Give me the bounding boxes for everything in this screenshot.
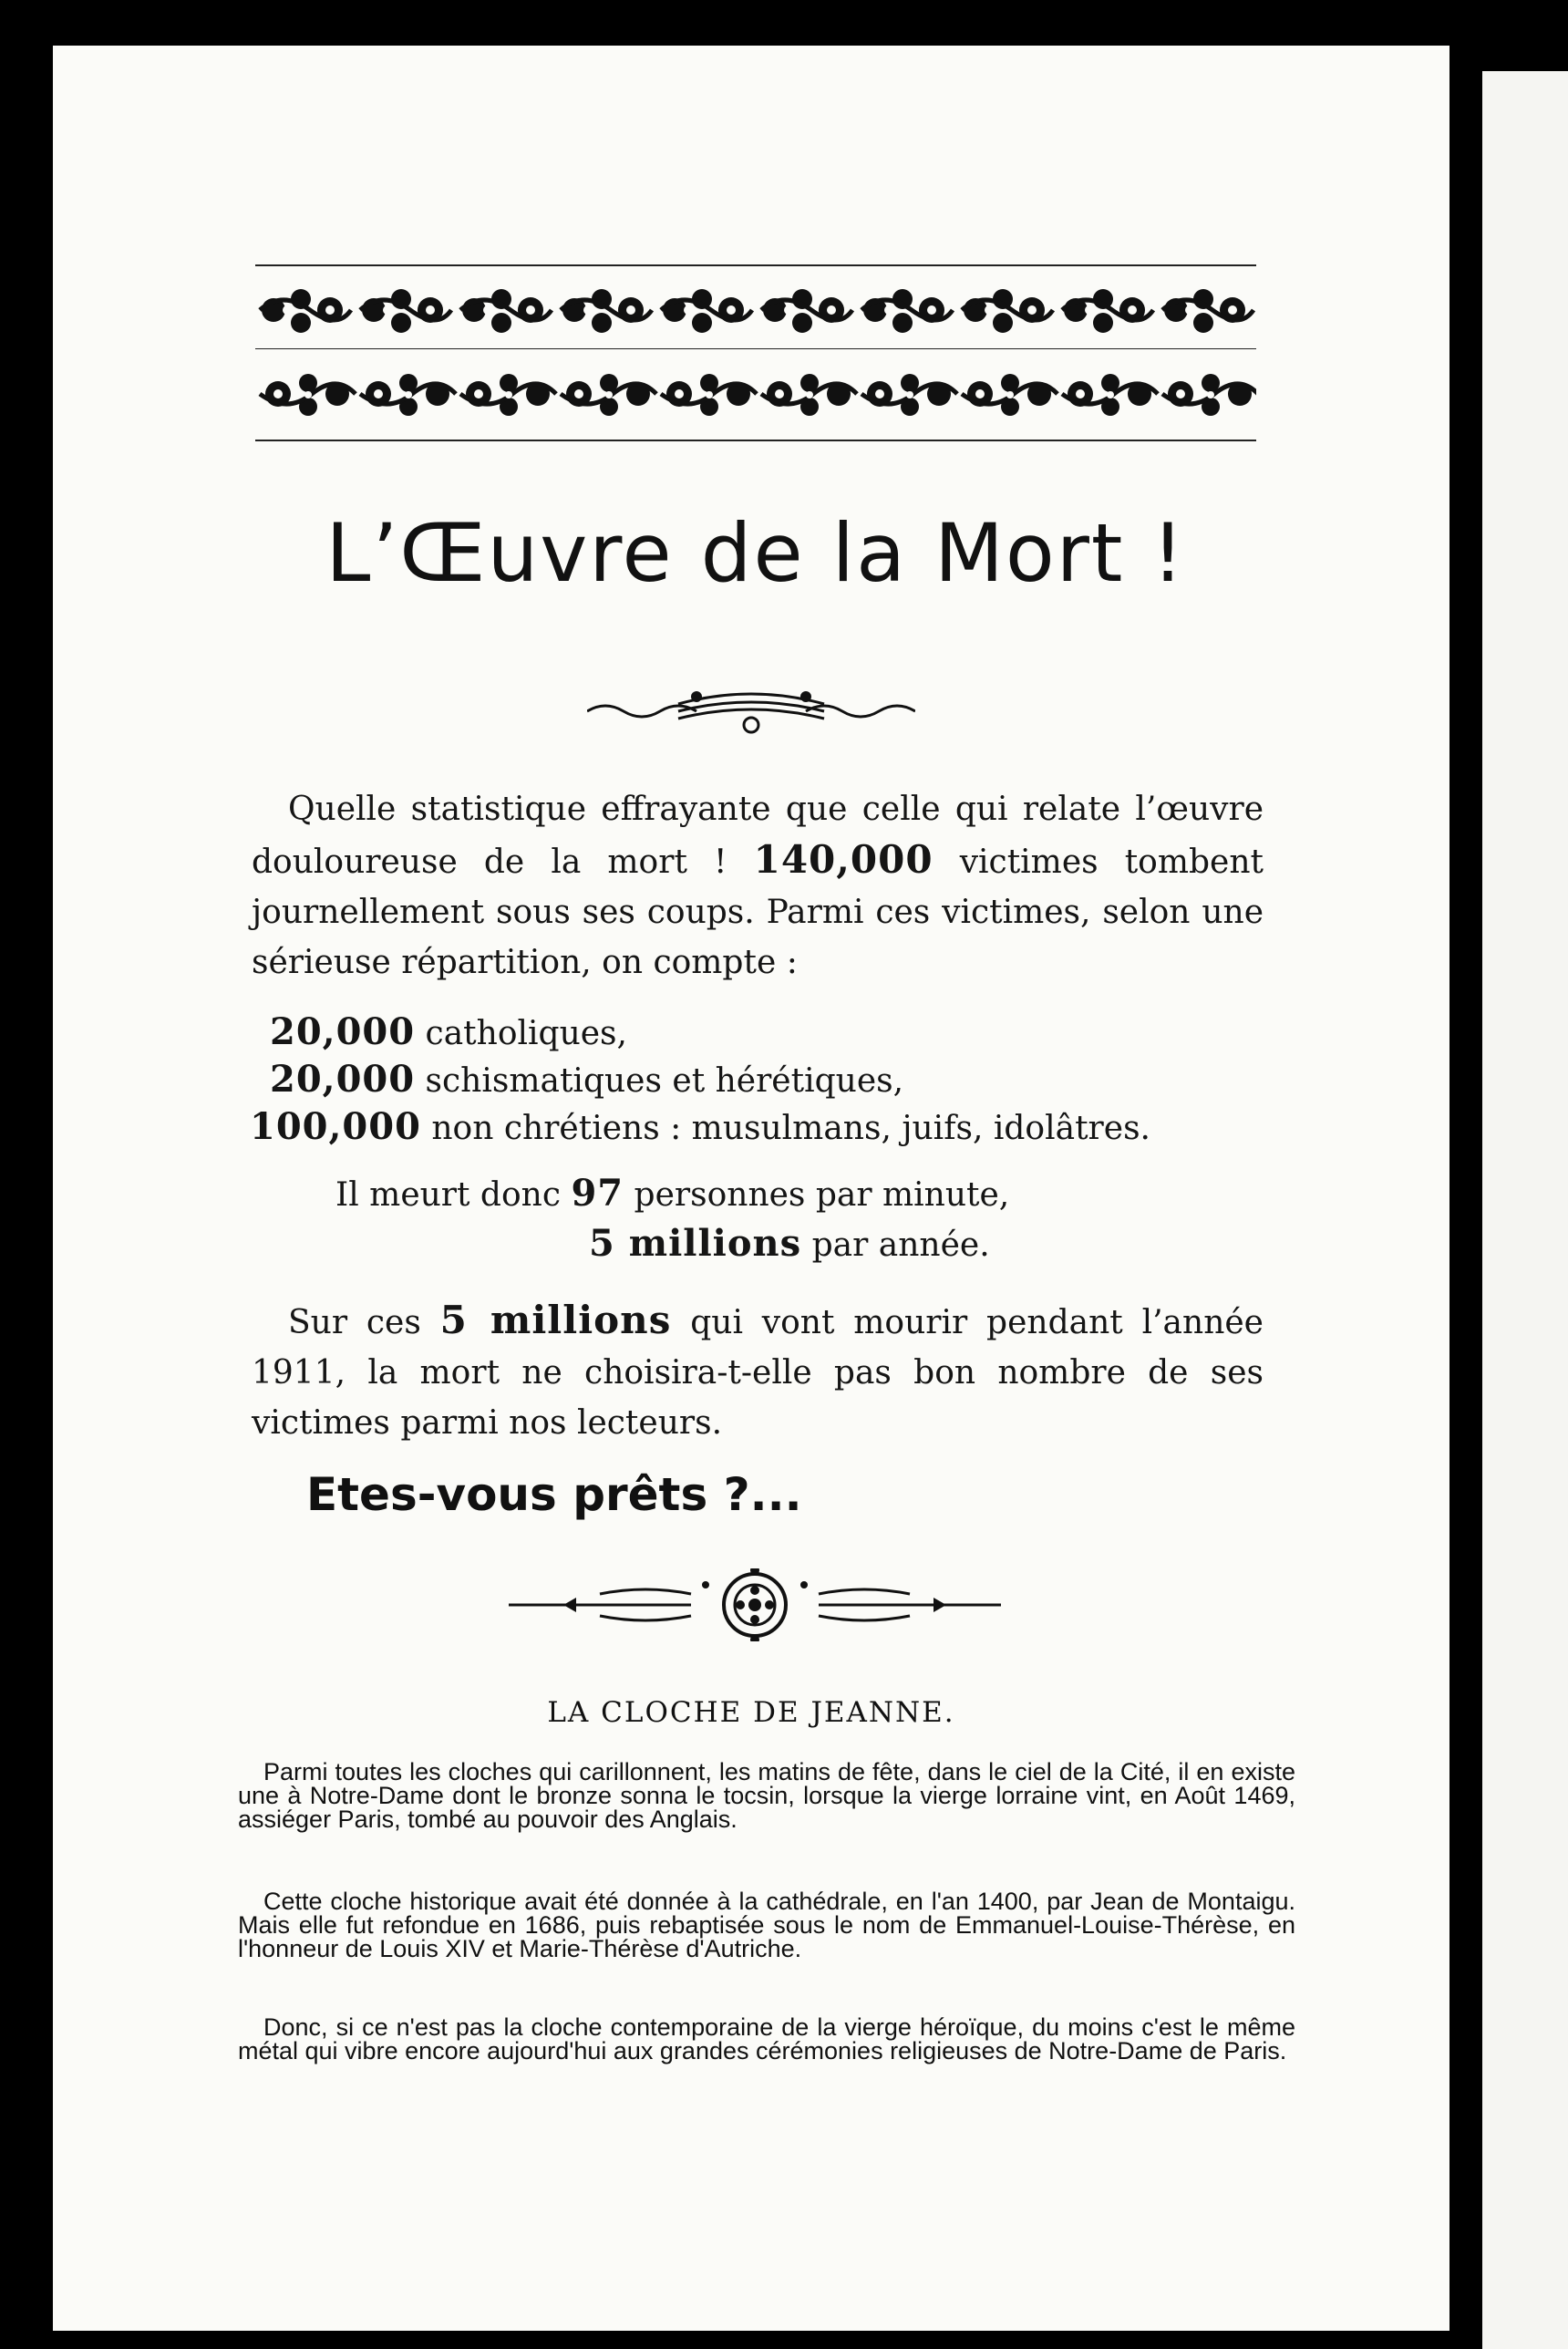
bottom-border-rule [255,440,1256,441]
article-paragraph-3: Donc, si ce n'est pas la cloche contemporaine de la vierge héroïque, du moins c'est le même métal qui vibre encore aujourd'hui aux grandes cérémonies religieuses de Notre-Dame de Paris. [238,2013,1295,2064]
intro-paragraph: Quelle statistique effrayante que celle qui relate l’œuvre douloureuse de la mort ! 140,000 victimes tombent journellement sous ses coups. Parmi ces victimes, selon une sérieuse répartition, on compte : [252,791,1264,981]
stat-schismatics: 20,000 schismatiques et hérétiques, [270,1058,904,1101]
closing-paragraph: Sur ces 5 millions qui vont mourir pendant l’année 1911, la mort ne choisira-t-elle pas bon nombre de ses victimes parmi nos lecteurs. [252,1298,1264,1442]
stat-catholics: 20,000 catholiques, [270,1010,627,1053]
per-minute-line: Il meurt donc 97 personnes par minute, [335,1172,1010,1215]
rosette-ornament [509,1568,1001,1645]
stat-non-christians: 100,000 non chrétiens : musulmans, juifs, idolâtres. [250,1105,1150,1148]
floral-border-bottom [255,357,1256,435]
adjacent-page-edge [1482,71,1568,2349]
per-year-line: 5 millions par année. [589,1222,990,1265]
call-to-action: Etes-vous prêts ?... [306,1468,802,1521]
top-border-rule [255,264,1256,266]
document-page [53,46,1449,2331]
article-paragraph-2: Cette cloche historique avait été donnée à la cathédrale, en l'an 1400, par Jean de Montaigu. Mais elle fut refondue en 1686, puis rebaptisée sous le nom de Emmanuel-Louise-Thérèse, en l'honneur de Louis XIV et Marie-Thérèse d'Autriche. [238,1888,1295,1962]
floral-border-top [255,272,1256,349]
victims-count: 140,000 [753,837,934,882]
page-title: L’Œuvre de la Mort ! [325,506,1186,600]
article-paragraph-1: Parmi toutes les cloches qui carillonnent, les matins de fête, dans le ciel de la Cité, il en existe une à Notre-Dame dont le bronze sonna le tocsin, lorsque la vierge lorraine vint, en Août 1469, assiéger Paris, tombé au pouvoir des Anglais. [238,1758,1295,1833]
wave-ornament [587,684,915,742]
article-title: LA CLOCHE DE JEANNE. [547,1696,955,1729]
